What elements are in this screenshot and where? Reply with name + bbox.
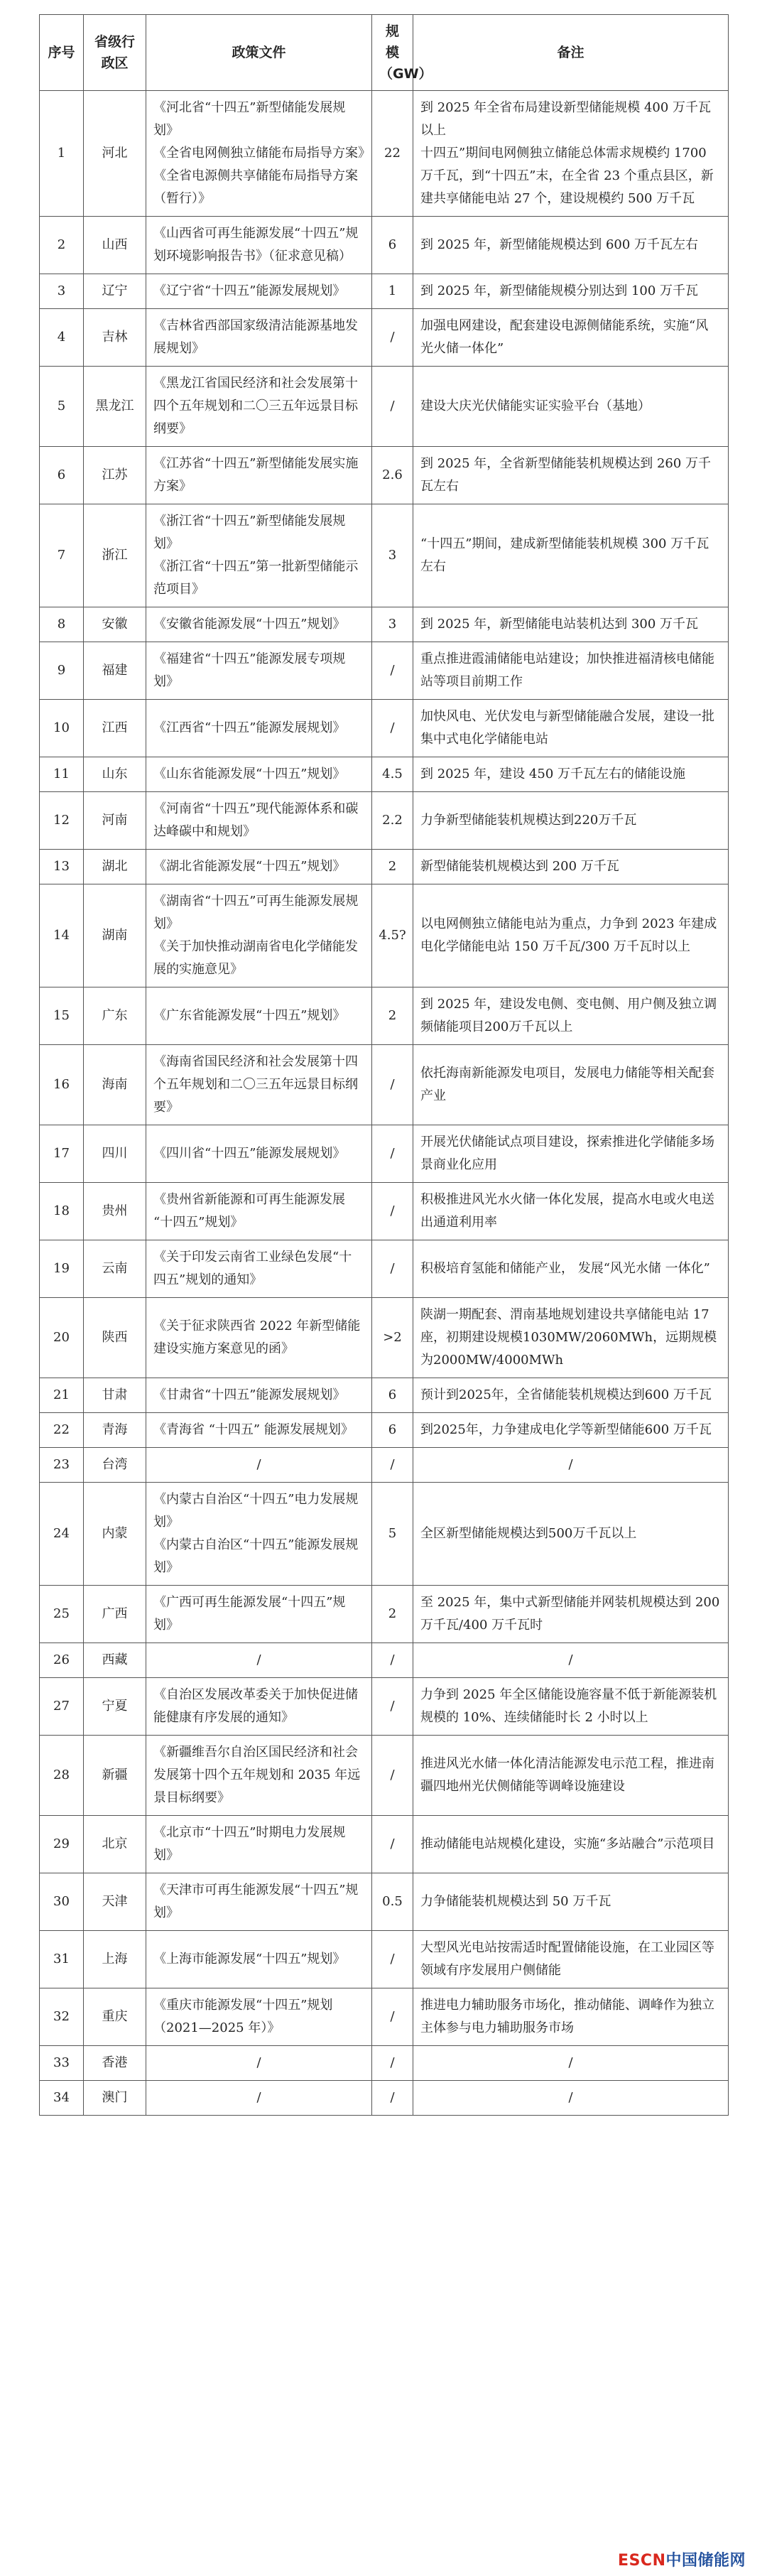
table-row	[40, 1816, 729, 1873]
row-remarks: 加快风电、光伏发电与新型储能融合发展，建设一批集中式电化学储能电站	[413, 700, 729, 757]
row-scale: /	[372, 1988, 413, 2046]
row-province: 河北	[84, 91, 146, 217]
table-row	[40, 1240, 729, 1298]
table-row	[40, 447, 729, 504]
row-policy-document: 《江苏省“十四五”新型储能发展实施方案》	[146, 447, 372, 504]
table-row	[40, 2081, 729, 2116]
row-province: 辽宁	[84, 274, 146, 309]
row-policy-document: 《江西省“十四五”能源发展规划》	[146, 700, 372, 757]
row-province: 福建	[84, 642, 146, 700]
row-remarks: 到 2025 年，全省新型储能装机规模达到 260 万千瓦左右	[413, 447, 729, 504]
policy-table	[39, 14, 729, 2116]
row-index: 11	[40, 757, 84, 792]
row-scale: /	[372, 1931, 413, 1988]
row-province: 新疆	[84, 1736, 146, 1816]
table-row	[40, 504, 729, 607]
row-index: 7	[40, 504, 84, 607]
row-index: 25	[40, 1586, 84, 1643]
row-province: 甘肃	[84, 1378, 146, 1413]
row-scale: 1	[372, 274, 413, 309]
row-remarks: 重点推进霞浦储能电站建设；加快推进福清核电储能站等项目前期工作	[413, 642, 729, 700]
row-province: 贵州	[84, 1183, 146, 1240]
row-index: 5	[40, 367, 84, 447]
row-remarks: 力争到 2025 年全区储能设施容量不低于新能源装机规模的 10%、连续储能时长 2 小时以上	[413, 1678, 729, 1736]
header-policy-document: 政策文件	[146, 15, 372, 91]
table-row	[40, 274, 729, 309]
row-scale: 3	[372, 607, 413, 642]
row-scale: 0.5	[372, 1873, 413, 1931]
row-province: 安徽	[84, 607, 146, 642]
row-policy-document: 《青海省 “十四五” 能源发展规划》	[146, 1413, 372, 1448]
row-index: 26	[40, 1643, 84, 1678]
row-policy-document: 《河北省“十四五”新型储能发展规划》 《全省电网侧独立储能布局指导方案》《全省电源侧共享储能布局指导方案（暂行）》	[146, 91, 372, 217]
row-province: 山东	[84, 757, 146, 792]
row-policy-document: 《关于征求陕西省 2022 年新型储能建设实施方案意见的函》	[146, 1298, 372, 1378]
row-index: 3	[40, 274, 84, 309]
row-scale: 2	[372, 1586, 413, 1643]
row-index: 21	[40, 1378, 84, 1413]
header-remarks: 备注	[413, 15, 729, 91]
row-index: 34	[40, 2081, 84, 2116]
row-policy-document: 《安徽省能源发展“十四五”规划》	[146, 607, 372, 642]
row-province: 澳门	[84, 2081, 146, 2116]
row-province: 江苏	[84, 447, 146, 504]
table-row	[40, 1873, 729, 1931]
row-province: 云南	[84, 1240, 146, 1298]
row-scale: /	[372, 1678, 413, 1736]
row-index: 32	[40, 1988, 84, 2046]
table-row	[40, 1678, 729, 1736]
row-scale: /	[372, 1643, 413, 1678]
row-province: 天津	[84, 1873, 146, 1931]
row-remarks: 至 2025 年，集中式新型储能并网装机规模达到 200 万千瓦/400 万千瓦时	[413, 1586, 729, 1643]
table-row	[40, 1183, 729, 1240]
row-policy-document: 《辽宁省“十四五”能源发展规划》	[146, 274, 372, 309]
row-remarks: 推进风光水储一体化清洁能源发电示范工程，推进南疆四地州光伏侧储能等调峰设施建设	[413, 1736, 729, 1816]
row-scale: /	[372, 1125, 413, 1183]
row-index: 30	[40, 1873, 84, 1931]
row-remarks: 到 2025 年全省布局建设新型储能规模 400 万千瓦以上 十四五”期间电网侧独立储能总体需求规模约 1700 万千瓦，到“十四五”末，在全省 23 个重点县区，新建共享储能电站 27 个，建设规模约 500 万千瓦	[413, 91, 729, 217]
table-row	[40, 1378, 729, 1413]
table-row	[40, 1931, 729, 1988]
row-remarks: 新型储能装机规模达到 200 万千瓦	[413, 850, 729, 884]
table-row	[40, 91, 729, 217]
row-policy-document: 《内蒙古自治区“十四五”电力发展规划》 《内蒙古自治区“十四五”能源发展规划》	[146, 1483, 372, 1586]
row-remarks: 全区新型储能规模达到500万千瓦以上	[413, 1483, 729, 1586]
row-policy-document: 《新疆维吾尔自治区国民经济和社会发展第十四个五年规划和 2035 年远景目标纲要》	[146, 1736, 372, 1816]
row-policy-document: 《黑龙江省国民经济和社会发展第十四个五年规划和二〇三五年远景目标纲要》	[146, 367, 372, 447]
row-policy-document: 《吉林省西部国家级清洁能源基地发展规划》	[146, 309, 372, 367]
row-remarks: 加强电网建设，配套建设电源侧储能系统，实施“风光火储一体化”	[413, 309, 729, 367]
row-index: 9	[40, 642, 84, 700]
row-remarks: 建设大庆光伏储能实证实验平台（基地）	[413, 367, 729, 447]
row-scale: 3	[372, 504, 413, 607]
table-header-row	[40, 15, 729, 91]
table-row	[40, 607, 729, 642]
table-row	[40, 1125, 729, 1183]
row-policy-document: /	[146, 2046, 372, 2081]
row-policy-document: 《山东省能源发展“十四五”规划》	[146, 757, 372, 792]
row-index: 29	[40, 1816, 84, 1873]
row-policy-document: 《福建省“十四五”能源发展专项规划》	[146, 642, 372, 700]
escn-logo: ESCN中国储能网	[618, 2552, 746, 2570]
row-remarks: 推进电力辅助服务市场化，推动储能、调峰作为独立主体参与电力辅助服务市场	[413, 1988, 729, 2046]
row-remarks: /	[413, 1643, 729, 1678]
table-row	[40, 757, 729, 792]
row-scale: /	[372, 642, 413, 700]
row-remarks: 积极推进风光水火储一体化发展，提高水电或火电送出通道利用率	[413, 1183, 729, 1240]
row-province: 陕西	[84, 1298, 146, 1378]
row-province: 重庆	[84, 1988, 146, 2046]
table-row	[40, 1643, 729, 1678]
row-policy-document: /	[146, 2081, 372, 2116]
row-remarks: 积极培育氢能和储能产业， 发展“风光水储 一体化”	[413, 1240, 729, 1298]
table-row	[40, 217, 729, 274]
row-index: 23	[40, 1448, 84, 1483]
row-scale: 2	[372, 850, 413, 884]
row-remarks: 陕湖一期配套、渭南基地规划建设共享储能电站 17 座，初期建设规模1030MW/2060MWh，远期规模为2000MW/4000MWh	[413, 1298, 729, 1378]
row-province: 海南	[84, 1045, 146, 1125]
row-index: 20	[40, 1298, 84, 1378]
row-policy-document: 《湖北省能源发展“十四五”规划》	[146, 850, 372, 884]
row-province: 黑龙江	[84, 367, 146, 447]
table-row	[40, 2046, 729, 2081]
row-remarks: /	[413, 2081, 729, 2116]
row-index: 22	[40, 1413, 84, 1448]
row-policy-document: 《天津市可再生能源发展“十四五”规划》	[146, 1873, 372, 1931]
row-remarks: 到 2025 年，新型储能电站装机达到 300 万千瓦	[413, 607, 729, 642]
row-index: 33	[40, 2046, 84, 2081]
row-policy-document: /	[146, 1448, 372, 1483]
row-policy-document: 《浙江省“十四五”新型储能发展规划》 《浙江省“十四五”第一批新型储能示范项目》	[146, 504, 372, 607]
row-index: 8	[40, 607, 84, 642]
row-province: 宁夏	[84, 1678, 146, 1736]
row-remarks: 到 2025 年，新型储能规模达到 600 万千瓦左右	[413, 217, 729, 274]
row-scale: 6	[372, 1413, 413, 1448]
row-index: 13	[40, 850, 84, 884]
row-province: 山西	[84, 217, 146, 274]
table-row	[40, 987, 729, 1045]
row-remarks: 到 2025 年，新型储能规模分别达到 100 万千瓦	[413, 274, 729, 309]
row-province: 青海	[84, 1413, 146, 1448]
row-scale: /	[372, 1045, 413, 1125]
row-policy-document: 《山西省可再生能源发展“十四五”规划环境影响报告书》（征求意见稿）	[146, 217, 372, 274]
row-policy-document: 《北京市“十四五”时期电力发展规划》	[146, 1816, 372, 1873]
row-province: 河南	[84, 792, 146, 850]
row-policy-document: 《广西可再生能源发展“十四五”规划》	[146, 1586, 372, 1643]
row-scale: /	[372, 1240, 413, 1298]
row-index: 31	[40, 1931, 84, 1988]
row-policy-document: 《上海市能源发展“十四五”规划》	[146, 1931, 372, 1988]
row-scale: >2	[372, 1298, 413, 1378]
table-row	[40, 850, 729, 884]
row-scale: 4.5?	[372, 884, 413, 987]
row-remarks: 推动储能电站规模化建设，实施“多站融合”示范项目	[413, 1816, 729, 1873]
row-policy-document: 《四川省“十四五”能源发展规划》	[146, 1125, 372, 1183]
row-scale: 6	[372, 217, 413, 274]
row-scale: /	[372, 367, 413, 447]
row-scale: /	[372, 1736, 413, 1816]
row-province: 台湾	[84, 1448, 146, 1483]
table-row	[40, 367, 729, 447]
row-index: 24	[40, 1483, 84, 1586]
table-row	[40, 1483, 729, 1586]
row-remarks: 以电网侧独立储能电站为重点，力争到 2023 年建成电化学储能电站 150 万千瓦/300 万千瓦时以上	[413, 884, 729, 987]
row-province: 广东	[84, 987, 146, 1045]
row-policy-document: 《海南省国民经济和社会发展第十四个五年规划和二〇三五年远景目标纲要》	[146, 1045, 372, 1125]
row-scale: /	[372, 2081, 413, 2116]
row-remarks: 到2025年，力争建成电化学等新型储能600 万千瓦	[413, 1413, 729, 1448]
table-row	[40, 642, 729, 700]
row-province: 吉林	[84, 309, 146, 367]
row-remarks: 依托海南新能源发电项目，发展电力储能等相关配套产业	[413, 1045, 729, 1125]
row-scale: /	[372, 2046, 413, 2081]
table-row	[40, 1736, 729, 1816]
row-remarks: /	[413, 1448, 729, 1483]
table-body	[40, 91, 729, 2116]
row-remarks: 预计到2025年，全省储能装机规模达到600 万千瓦	[413, 1378, 729, 1413]
row-scale: /	[372, 700, 413, 757]
row-index: 17	[40, 1125, 84, 1183]
table-row	[40, 700, 729, 757]
row-index: 27	[40, 1678, 84, 1736]
row-remarks: “十四五”期间，建成新型储能装机规模 300 万千瓦左右	[413, 504, 729, 607]
row-scale: /	[372, 1448, 413, 1483]
row-scale: 2.6	[372, 447, 413, 504]
table-row	[40, 1448, 729, 1483]
header-index: 序号	[40, 15, 84, 91]
table-row	[40, 1586, 729, 1643]
row-policy-document: 《关于印发云南省工业绿色发展“十四五”规划的通知》	[146, 1240, 372, 1298]
row-remarks: /	[413, 2046, 729, 2081]
table-row	[40, 792, 729, 850]
table-row	[40, 1298, 729, 1378]
row-scale: 2	[372, 987, 413, 1045]
row-index: 4	[40, 309, 84, 367]
row-province: 北京	[84, 1816, 146, 1873]
row-scale: /	[372, 309, 413, 367]
row-province: 广西	[84, 1586, 146, 1643]
header-scale: 规模（GW）	[372, 15, 413, 91]
row-policy-document: 《甘肃省“十四五”能源发展规划》	[146, 1378, 372, 1413]
row-scale: /	[372, 1816, 413, 1873]
row-remarks: 大型风光电站按需适时配置储能设施，在工业园区等领域有序发展用户侧储能	[413, 1931, 729, 1988]
row-scale: 22	[372, 91, 413, 217]
table-row	[40, 309, 729, 367]
row-index: 12	[40, 792, 84, 850]
row-policy-document: 《河南省“十四五”现代能源体系和碳达峰碳中和规划》	[146, 792, 372, 850]
row-scale: 6	[372, 1378, 413, 1413]
table-row	[40, 884, 729, 987]
row-index: 14	[40, 884, 84, 987]
row-province: 内蒙	[84, 1483, 146, 1586]
row-scale: 2.2	[372, 792, 413, 850]
header-province: 省级行政区	[84, 15, 146, 91]
row-index: 28	[40, 1736, 84, 1816]
row-province: 香港	[84, 2046, 146, 2081]
row-index: 15	[40, 987, 84, 1045]
row-remarks: 到 2025 年，建设发电侧、变电侧、用户侧及独立调频储能项目200万千瓦以上	[413, 987, 729, 1045]
row-index: 10	[40, 700, 84, 757]
row-province: 上海	[84, 1931, 146, 1988]
table-row	[40, 1045, 729, 1125]
row-policy-document: 《湖南省“十四五”可再生能源发展规划》 《关于加快推动湖南省电化学储能发展的实施意见》	[146, 884, 372, 987]
row-index: 6	[40, 447, 84, 504]
row-policy-document: /	[146, 1643, 372, 1678]
row-remarks: 到 2025 年，建设 450 万千瓦左右的储能设施	[413, 757, 729, 792]
row-province: 西藏	[84, 1643, 146, 1678]
row-province: 湖北	[84, 850, 146, 884]
row-scale: /	[372, 1183, 413, 1240]
row-index: 2	[40, 217, 84, 274]
row-province: 湖南	[84, 884, 146, 987]
table-row	[40, 1988, 729, 2046]
row-index: 18	[40, 1183, 84, 1240]
row-policy-document: 《贵州省新能源和可再生能源发展 “十四五”规划》	[146, 1183, 372, 1240]
row-policy-document: 《重庆市能源发展“十四五”规划（2021—2025 年）》	[146, 1988, 372, 2046]
row-province: 浙江	[84, 504, 146, 607]
row-province: 江西	[84, 700, 146, 757]
row-remarks: 力争储能装机规模达到 50 万千瓦	[413, 1873, 729, 1931]
row-remarks: 开展光伏储能试点项目建设，探索推进化学储能多场景商业化应用	[413, 1125, 729, 1183]
table-row	[40, 1413, 729, 1448]
row-index: 1	[40, 91, 84, 217]
row-scale: 5	[372, 1483, 413, 1586]
row-scale: 4.5	[372, 757, 413, 792]
row-remarks: 力争新型储能装机规模达到220万千瓦	[413, 792, 729, 850]
row-policy-document: 《自治区发展改革委关于加快促进储能健康有序发展的通知》	[146, 1678, 372, 1736]
row-policy-document: 《广东省能源发展“十四五”规划》	[146, 987, 372, 1045]
row-index: 16	[40, 1045, 84, 1125]
row-index: 19	[40, 1240, 84, 1298]
row-province: 四川	[84, 1125, 146, 1183]
